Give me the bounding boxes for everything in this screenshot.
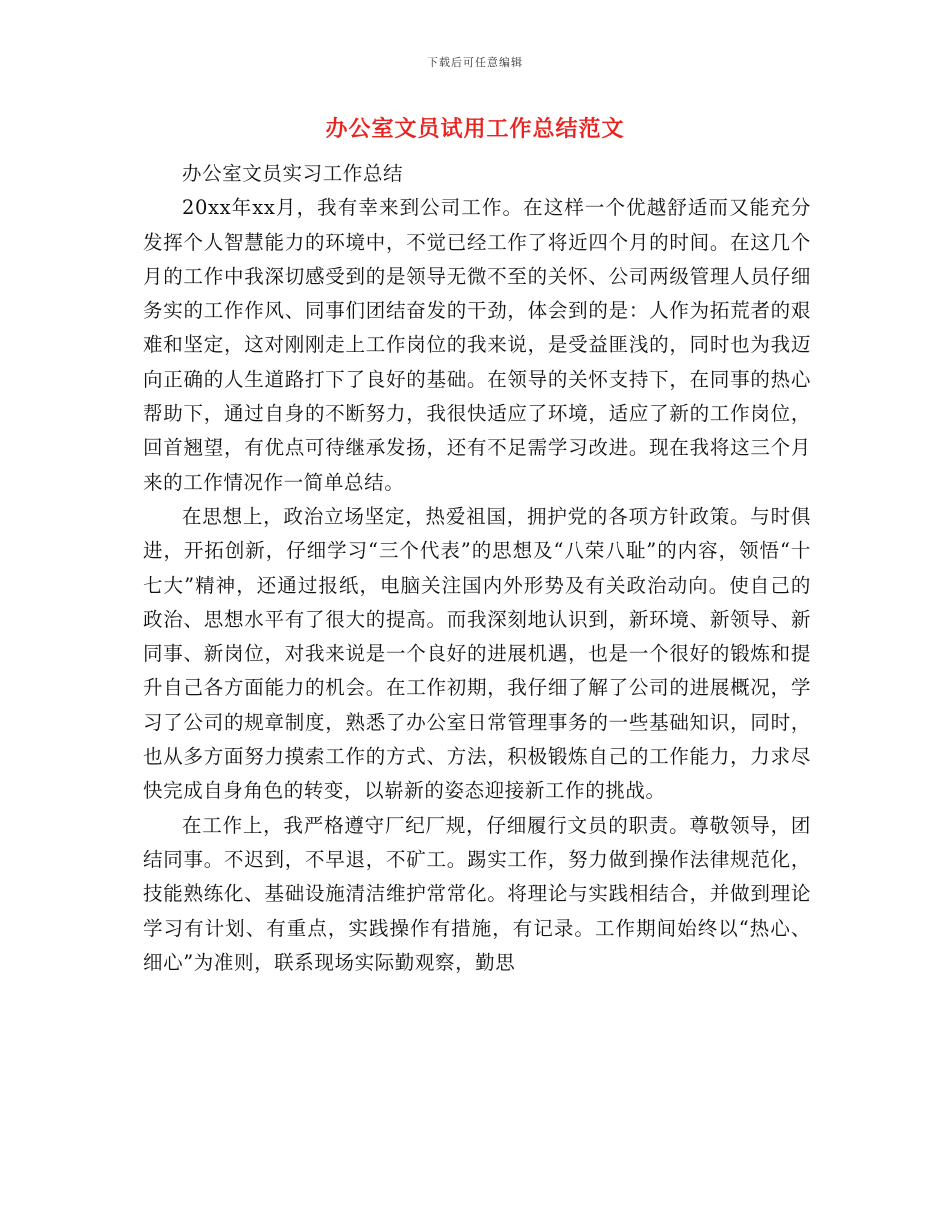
- paragraph-subtitle: 办公室文员实习工作总结: [182, 162, 404, 185]
- paragraph: 在思想上，政治立场坚定，热爱祖国，拥护党的各项方针政策。与时俱进，开拓创新，仔细学习“三个代表”的思想及“八荣八耻”的内容，领悟“十七大”精神，还通过报纸，电脑关注国内外形势及有关政治动向。使自己的政治、思想水平有了很大的提高。而我深刻地认识到，新环境、新领导、新同事、新岗位，对我来说是一个良好的进展机遇，也是一个很好的锻炼和提升自己各方面能力的机会。在工作初期，我仔细了解了公司的进展概况，学习了公司的规章制度，熟悉了办公室日常管理事务的一些基础知识，同时，也从多方面努力摸索工作的方式、方法，积极锻炼自己的工作能力，力求尽快完成自身角色的转变，以崭新的姿态迎接新工作的挑战。: [143, 504, 811, 803]
- header-note: 下载后可任意编辑: [427, 56, 523, 69]
- document-title: 办公室文员试用工作总结范文: [325, 116, 625, 142]
- paragraph: 20xx年xx月，我有幸来到公司工作。在这样一个优越舒适而又能充分发挥个人智慧能力的环境中，不觉已经工作了将近四个月的时间。在这几个月的工作中我深切感受到的是领导无微不至的关怀、公司两级管理人员仔细务实的工作作风、同事们团结奋发的干劲，体会到的是：人作为拓荒者的艰难和坚定，这对刚刚走上工作岗位的我来说，是受益匪浅的，同时也为我迈向正确的人生道路打下了良好的基础。在领导的关怀支持下，在同事的热心帮助下，通过自身的不断努力，我很快适应了环境，适应了新的工作岗位，回首翘望，有优点可待继承发扬，还有不足需学习改进。现在我将这三个月来的工作情况作一简单总结。: [143, 196, 811, 494]
- document-body: [143, 157, 811, 980]
- paragraph: 在工作上，我严格遵守厂纪厂规，仔细履行文员的职责。尊敬领导，团结同事。不迟到，不早退，不矿工。踢实工作，努力做到操作法律规范化，技能熟练化、基础设施清洁维护常常化。将理论与实践相结合，并做到理论学习有计划、有重点，实践操作有措施，有记录。工作期间始终以“热心、细心”为准则，联系现场实际勤观察，勤思: [143, 813, 811, 974]
